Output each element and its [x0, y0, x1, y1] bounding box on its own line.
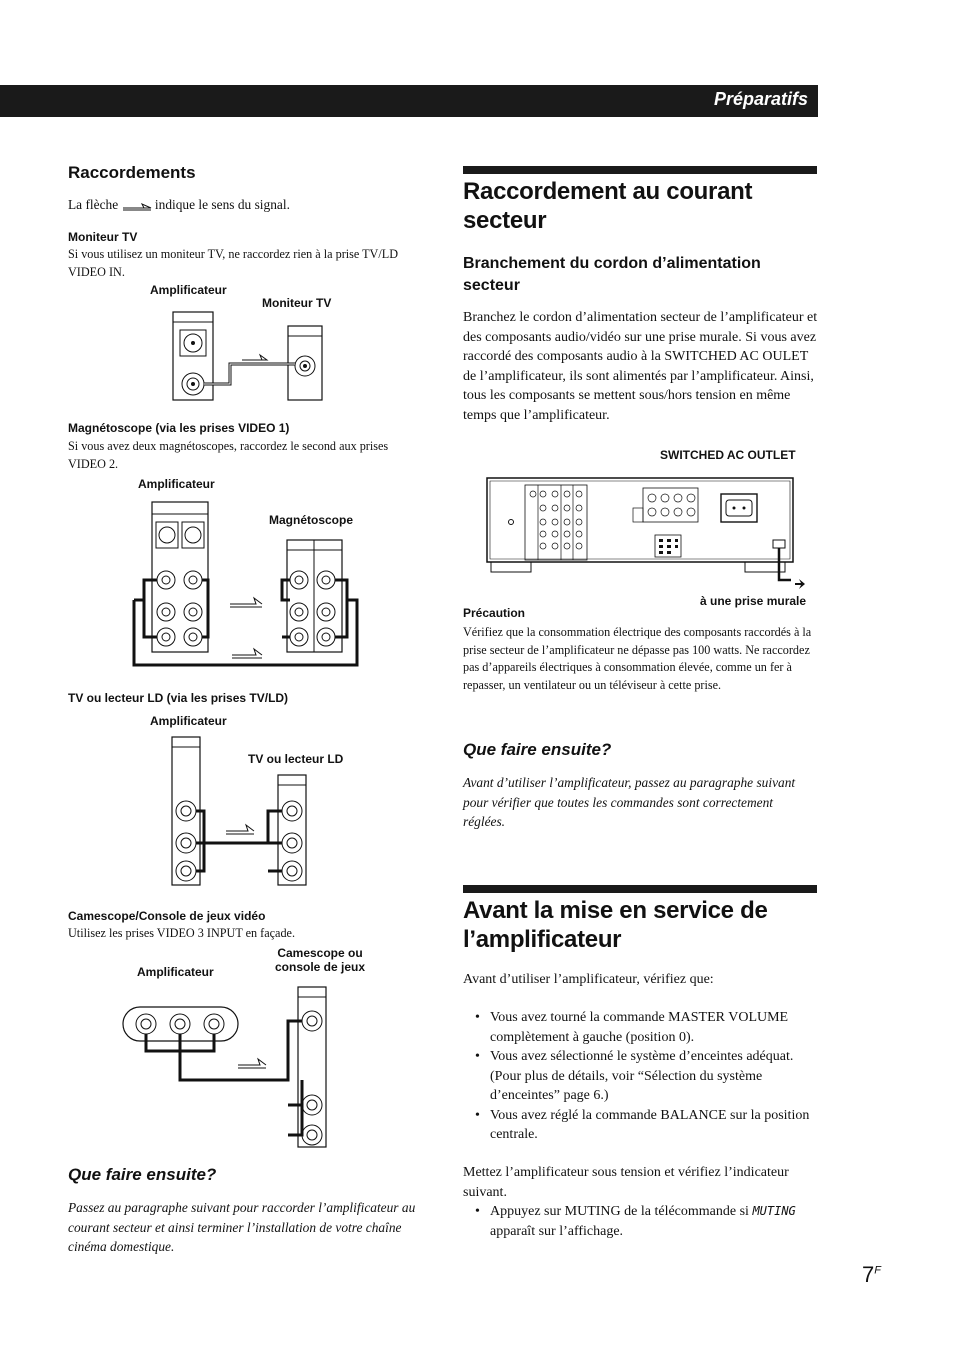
ld-diagram-device-label: TV ou lecteur LD — [248, 752, 344, 766]
page-number-suffix: F — [874, 1264, 881, 1277]
muting-after: apparaît sur l’affichage. — [490, 1223, 624, 1239]
connections-heading: Raccordements — [68, 163, 196, 182]
arrow-note — [68, 196, 290, 214]
signal-arrow-icon — [122, 201, 152, 211]
camcorder-heading: Camescope/Console de jeux vidéo — [68, 909, 266, 923]
muting-before: Appuyez sur MUTING de la télécommande si — [490, 1204, 749, 1219]
before-section-title — [463, 896, 768, 954]
cam-diagram-amp-label: Amplificateur — [137, 965, 214, 979]
checklist-item: • Vous avez tourné la commande MASTER VOLUME complètement à gauche (position 0). — [490, 1008, 820, 1047]
vcr-heading: Magnétoscope (via les prises VIDEO 1) — [68, 421, 290, 435]
power-section-title — [463, 177, 752, 235]
caution-heading: Précaution — [463, 606, 526, 620]
arrow-note-after: indique le sens du signal. — [154, 197, 290, 212]
checklist-item: • Vous avez sélectionné le système d’enceintes adéquat. (Pour plus de détails, voir “Sélection du système d’enceintes” page 6.) — [490, 1047, 820, 1106]
muting-item — [490, 1202, 820, 1241]
cam-label-line2: console de jeux — [274, 960, 366, 974]
right-next-text: Avant d’utiliser l’amplificateur, passez au paragraphe suivant pour vérifier que toutes les commandes sont correctement réglées. — [463, 775, 796, 829]
tv-diagram-amp-label: Amplificateur — [150, 283, 227, 297]
arrow-note-before: La flèche — [68, 197, 119, 212]
power-section-rule — [463, 166, 817, 174]
vcr-text: Si vous avez deux magnétoscopes, raccordez le second aux prises VIDEO 2. — [68, 439, 389, 471]
ld-diagram-amp-label: Amplificateur — [150, 714, 227, 728]
cam-label-line1: Camescope ou — [277, 946, 363, 960]
power-subtitle-line2: secteur — [463, 277, 520, 294]
tv-diagram-device-label: Moniteur TV — [262, 296, 332, 310]
power-subtitle — [463, 253, 761, 297]
cam-diagram-device-label — [270, 946, 370, 974]
before-title-line1: Avant la mise en service de — [463, 897, 768, 924]
vcr-diagram-amp-label: Amplificateur — [138, 477, 215, 491]
ld-heading: TV ou lecteur LD (via les prises TV/LD) — [68, 691, 289, 705]
section-header-bar — [0, 85, 818, 117]
vcr-diagram-device-label: Magnétoscope — [269, 513, 354, 527]
camcorder-diagram — [120, 985, 330, 1150]
amplifier-rear-panel-diagram — [483, 470, 813, 595]
tv-monitor-diagram — [170, 310, 330, 402]
tv-ld-diagram — [170, 735, 310, 887]
tv-monitor-heading: Moniteur TV — [68, 230, 138, 244]
switched-outlet-label: SWITCHED AC OUTLET — [660, 448, 796, 462]
page-number — [862, 1262, 881, 1288]
muting-display-text: MUTING — [752, 1204, 796, 1218]
vcr-diagram — [132, 500, 362, 670]
left-next-heading: Que faire ensuite? — [68, 1165, 217, 1184]
before-para2: Mettez l’amplificateur sous tension et vérifiez l’indicateur suivant. — [463, 1165, 789, 1200]
camcorder-text: Utilisez les prises VIDEO 3 INPUT en façade. — [68, 926, 295, 940]
section-title: Préparatifs — [713, 89, 808, 109]
page-number-digit: 7 — [862, 1262, 875, 1287]
left-next-text: Passez au paragraphe suivant pour raccorder l’amplificateur au courant secteur et ainsi terminer l’installation de votre chaîne cinéma domestique. — [68, 1200, 416, 1254]
before-section-rule — [463, 885, 817, 893]
right-next-heading: Que faire ensuite? — [463, 740, 612, 759]
muting-instruction — [464, 1202, 820, 1241]
power-subtitle-line1: Branchement du cordon d’alimentation — [463, 255, 761, 272]
power-title-line1: Raccordement au courant — [463, 178, 753, 205]
checklist-item: • Vous avez réglé la commande BALANCE sur la position centrale. — [490, 1106, 820, 1145]
before-intro: Avant d’utiliser l’amplificateur, vérifiez que: — [463, 972, 714, 987]
power-title-line2: secteur — [463, 207, 547, 234]
caution-text: Vérifiez que la consommation électrique des composants raccordés à la prise secteur de l’amplificateur ne dépasse pas 100 watts. Ne raccordez pas d’appareils électriques à consommation élevée, comme un fer à repasser, un ventilateur ou un téléviseur à cette prise. — [463, 625, 812, 692]
before-checklist — [464, 1008, 820, 1145]
tv-monitor-text: Si vous utilisez un moniteur TV, ne raccordez rien à la prise TV/LD VIDEO IN. — [68, 247, 398, 279]
before-title-line2: l’amplificateur — [463, 926, 622, 953]
wall-outlet-label: à une prise murale — [700, 594, 807, 608]
power-text: Branchez le cordon d’alimentation secteur de l’amplificateur et des composants audio/vidéo sur une prise murale. Si vous avez raccordé des composants audio à la SWITCHED AC OULET de l’amplificateur, ils sont alimentés par l’amplificateur. Ainsi, tous les composants se mettent sous/hors tension en même temps que l’amplificateur. — [463, 310, 818, 423]
